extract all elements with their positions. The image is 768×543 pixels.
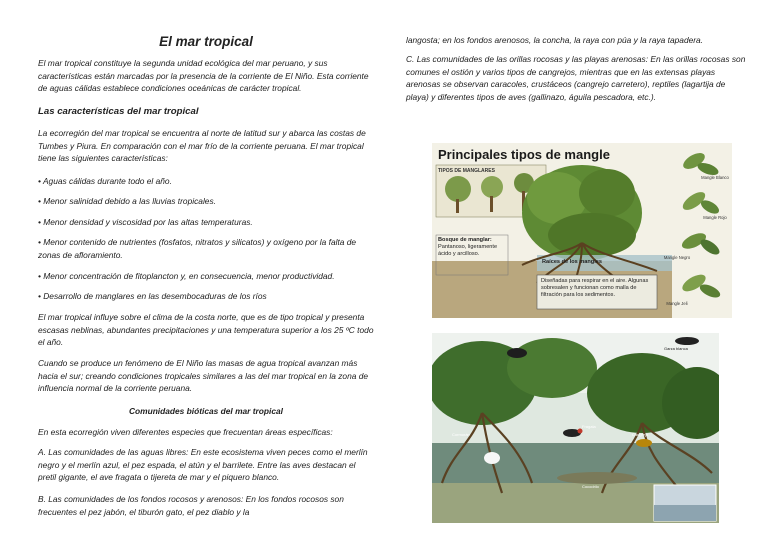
bosque-label: Bosque de manglar: xyxy=(438,237,492,243)
species-label: Cormorán xyxy=(452,432,470,437)
bullet-item: • Menor contenido de nutrientes (fosfatos, nitratos y silicatos) y oxígeno por la falta de zonas de afloramiento. xyxy=(38,237,357,260)
species-label: Garza blanca xyxy=(664,346,688,351)
bullet-item: • Menor salinidad debido a las lluvias tropicales. xyxy=(38,196,216,206)
species-label: Cocodrilo xyxy=(582,484,599,489)
leaf-label: Mangle Rojo xyxy=(703,215,727,220)
ecorregion-paragraph: La ecorregión del mar tropical se encuentra al norte de latitud sur y abarca las costas de Tumbes y Piura. En comparación con el mar frío de la corriente peruana. El mar tropical tiene las siguientes características: xyxy=(38,128,366,164)
species-label: Fragata xyxy=(582,424,596,429)
bullet-item: • Aguas cálidas durante todo el año. xyxy=(38,176,172,186)
mangrove-types-figure xyxy=(432,143,732,318)
figure1-title: Principales tipos de mangle xyxy=(438,147,610,162)
influye-paragraph: El mar tropical influye sobre el clima de la costa norte, que es de tipo tropical y presenta escasas neblinas, abundantes precipitaciones y una temperatura superior a los 25 ºC todo el año. xyxy=(38,312,374,348)
continuation-paragraph: langosta; en los fondos arenosos, la concha, la raya con púa y la raya tapadera. xyxy=(406,35,704,45)
raices-desc: Diseñadas para respirar en el aire. Algunas sobresalen y funcionan como malla de filtración para los sedimentos. xyxy=(541,278,649,298)
leaf-label: Mangle Blanco xyxy=(701,175,729,180)
bullet-item: • Menor concentración de fitoplancton y, en consecuencia, menor productividad. xyxy=(38,271,335,281)
bosque-desc: Pantanoso, ligeramente ácido y arcilloso. xyxy=(438,244,498,257)
item-a-paragraph: A. Las comunidades de las aguas libres: En este ecosistema viven peces como el merlín negro y el merlín azul, el pez espada, el atún y el barrilete. Entre las aves destacan el pretil gigante, el ave fragata o tijereta de mar y el piquero blanco. xyxy=(38,447,368,483)
nino-paragraph: Cuando se produce un fenómeno de El Niño las masas de agua tropical avanzan más hacia el sur; creando condiciones tropicales similares a las del mar tropical en la zona de influencia normal de la corriente peruana. xyxy=(38,358,369,394)
item-b-paragraph: B. Las comunidades de los fondos rocosos y arenosos: En los fondos rocosos son frecuentes el pez jabón, el tiburón gato, el pez diablo y la xyxy=(38,494,344,517)
mangrove-ecosystem-figure xyxy=(432,333,719,523)
figure1-subtitle: TIPOS DE MANGLARES xyxy=(438,168,495,174)
intro-paragraph: El mar tropical constituye la segunda unidad ecológica del mar peruano, y sus características están marcadas por la presencia de la corriente de El Niño. Esta corriente de aguas cálidas establece condiciones oceánicas de carácter tropical. xyxy=(38,58,369,94)
raices-label: Raíces de los mangles xyxy=(542,259,603,265)
leaf-label: Mangle Jeli xyxy=(666,301,688,306)
especies-paragraph: En esta ecorregión viven diferentes especies que frecuentan áreas específicas: xyxy=(38,427,333,437)
ecosystem-illustration xyxy=(432,333,719,523)
page-title: El mar tropical xyxy=(159,34,253,49)
heading-caracteristicas: Las características del mar tropical xyxy=(38,106,199,117)
bullet-item: • Desarrollo de manglares en las desembocaduras de los ríos xyxy=(38,291,267,301)
leaf-label: Mangle Negro xyxy=(663,255,691,260)
species-label: Cangrejo xyxy=(632,432,649,437)
bullet-item: • Menor densidad y viscosidad por las altas temperaturas. xyxy=(38,217,253,227)
heading-comunidades: Comunidades bióticas del mar tropical xyxy=(128,406,284,416)
item-c-paragraph: C. Las comunidades de las orillas rocosas y las playas arenosas: En las orillas rocosas son comunes el ostión y varios tipos de cangrejos, mientras que en las extensas playas arenosas se observan caracoles, crustáceos (cangrejo carretero), reptiles (lagartija de playa) y diferentes tipos de aves (gallinazo, águila pescadora, etc.). xyxy=(406,54,746,102)
